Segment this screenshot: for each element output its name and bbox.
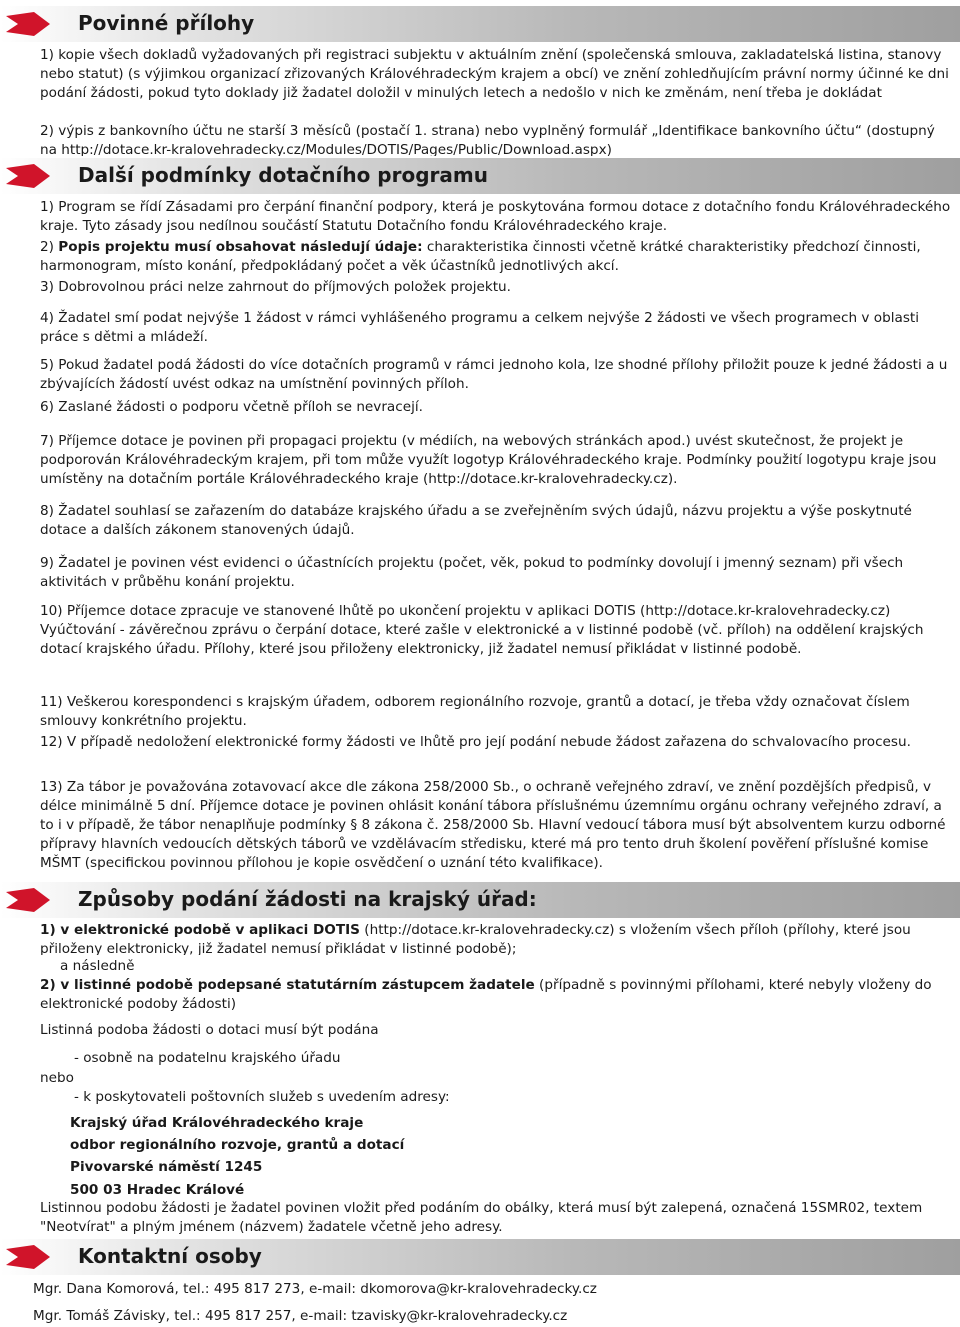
address-line-2: odbor regionálního rozvoje, grantů a dotací [70,1137,405,1153]
condition-item-1: 1) Program se řídí Zásadami pro čerpání finanční podpory, která je poskytována formou dotace z dotačního fondu Královéhradeckého kraje. Tyto zásady jsou nedílnou součástí Statutu Dotačního fondu Královéhradeckého kraje. [40,199,951,234]
condition-bold: Popis projektu musí obsahovat následují údaje: [58,239,423,255]
condition-item-3: 3) Dobrovolnou práci nelze zahrnout do příjmových položek projektu. [40,279,511,295]
red-arrow-icon [4,886,52,914]
or-text: nebo [40,1070,74,1086]
in-person-option: - osobně na podatelnu krajského úřadu [74,1050,341,1066]
attachment-item-2: 2) výpis z bankovního účtu ne starší 3 měsíců (postačí 1. strana) nebo vyplněný formulář „Identifikace bankovního účtu“ (dostupný na http://dotace.kr-kralovehradecky.cz/Modules/DOTIS/Pages/Public/Download.aspx) [40,123,935,156]
option-bold: 1) v elektronické podobě v aplikaci DOTIS [40,922,360,938]
contact-person-1: Mgr. Dana Komorová, tel.: 495 817 273, e-mail: dkomorova@kr-kralovehradecky.cz [33,1281,597,1297]
section-header-kontaktni-osoby [0,1239,960,1275]
red-arrow-icon [4,10,52,38]
submission-option-2 [40,976,952,1014]
address-line-1: Krajský úřad Královéhradeckého kraje [70,1115,364,1131]
postal-option: - k poskytovateli poštovních služeb s uvedením adresy: [74,1089,450,1105]
red-arrow-icon [4,162,52,190]
condition-item-4: 4) Žadatel smí podat nejvýše 1 žádost v rámci vyhlášeného programu a celkem nejvýše 2 žádosti ve všech programech v oblasti práce s dětmi a mládeží. [40,310,920,345]
option-rest: (případně s povinnými přílohami, které nebyly vloženy do elektronické podoby žádosti) [40,977,932,1012]
section-title: Další podmínky dotačního programu [78,163,488,187]
condition-item-10: 10) Příjemce dotace zpracuje ve stanovené lhůtě po ukončení projektu v aplikaci DOTIS (http://dotace.kr-kralovehradecky.cz) Vyúčtování - závěrečnou zprávu o čerpání dotace, které zašle v elektronické a v listinné podobě (vč. příloh) na oddělení krajských dotací krajského úřadu. Přílohy, které jsou přiloženy elektronicky, již žadatel nemusí přikládat v listinné podobě. [40,603,924,657]
and-then-text: a následně [60,958,135,974]
condition-item-12: 12) V případě nedoložení elektronické formy žádosti ve lhůtě pro její podání nebude žádost zařazena do schvalovacího procesu. [40,734,911,750]
envelope-instructions: Listinnou podobu žádosti je žadatel povinen vložit před podáním do obálky, která musí být zalepená, označená 15SMR02, textem "Neotvírat" a plným jménem (názvem) žadatele včetně jeho adresy. [40,1200,923,1235]
address-line-3: Pivovarské náměstí 1245 [70,1159,263,1175]
option-bold: 2) v listinné podobě podepsané statutárním zástupcem žadatele [40,977,535,993]
condition-item-7: 7) Příjemce dotace je povinen při propagaci projektu (v médiích, na webových stránkách apod.) uvést skutečnost, že projekt je podporován Královéhradeckým krajem, při tom může využít logotyp Královéhradeckého kraje. Podmínky použití logotypu kraje jsou umístěny na dotačním portále Královéhradeckého kraje (http://dotace.kr-kralovehradecky.cz). [40,433,937,487]
section-title: Způsoby podání žádosti na krajský úřad: [78,887,537,911]
paper-form-intro: Listinná podoba žádosti o dotaci musí být podána [40,1022,379,1038]
section-title: Kontaktní osoby [78,1244,262,1268]
contact-person-2: Mgr. Tomáš Závisky, tel.: 495 817 257, e-mail: tzavisky@kr-kralovehradecky.cz [33,1308,568,1324]
submission-option-1 [40,921,952,955]
condition-item-6: 6) Zaslané žádosti o podporu včetně příloh se nevracejí. [40,399,423,415]
condition-prefix: 2) [40,239,59,255]
condition-item-8: 8) Žadatel souhlasí se zařazením do databáze krajského úřadu a se zveřejněním svých údajů, názvu projektu a výše poskytnuté dotace a dalších zákonem stanovených údajů. [40,503,912,538]
red-arrow-icon [4,1243,52,1271]
section-header-dalsi-podminky [0,158,960,194]
section-header-povinne-prilohy [0,6,960,42]
condition-item-13: 13) Za tábor je považována zotavovací akce dle zákona 258/2000 Sb., o ochraně veřejného zdraví, ve znění pozdějších předpisů, v délce minimálně 5 dní. Příjemce dotace je povinen ohlásit konání tábora příslušnému územnímu orgánu ochrany veřejného zdraví, a to i v případě, že tábor nenaplňuje podmínky § 8 zákona č. 258/2000 Sb. Hlavní vedoucí tábora musí být absolventem kurzu odborné přípravy hlavních vedoucích dětských táborů ve vzdělávacím středisku, které má pro tento druh školení pověření příslušné komise MŠMT (specifickou povinnou přílohou je kopie osvědčení o uznání této kvalifikace). [40,779,946,871]
address-line-4: 500 03 Hradec Králové [70,1182,245,1198]
section-title: Povinné přílohy [78,11,255,35]
condition-item-9: 9) Žadatel je povinen vést evidenci o účastnících projektu (počet, věk, pokud to podmínky dovolují i jmenný seznam) při všech aktivitách v průběhu konání projektu. [40,555,904,590]
condition-item-2 [40,238,952,276]
section-header-zpusoby-podani [0,882,960,918]
condition-item-11: 11) Veškerou korespondenci s krajským úřadem, odborem regionálního rozvoje, grantů a dotací, je třeba vždy označovat číslem smlouvy konkrétního projektu. [40,694,910,729]
option-rest: (http://dotace.kr-kralovehradecky.cz) s vložením všech příloh (přílohy, které jsou přiloženy elektronicky, již žadatel nemusí přikládat v listinné podobě); [40,922,911,955]
condition-rest: charakteristika činnosti včetně krátké charakteristiky předchozí činnosti, harmonogram, místo konání, předpokládaný počet a věk účastníků jednotlivých akcí. [40,239,921,274]
condition-item-5: 5) Pokud žadatel podá žádosti do více dotačních programů v rámci jednoho kola, lze shodné přílohy přiložit pouze k jedné žádosti a u zbývajících žádostí uvést odkaz na umístnění povinných příloh. [40,357,948,392]
attachment-item-1: 1) kopie všech dokladů vyžadovaných při registraci subjektu v aktuálním znění (společenská smlouva, zakladatelská listina, stanovy nebo statut) (s výjimkou organizací zřizovaných Královéhradeckým krajem a obcí) ve znění zohledňujícím právní normy účinné ke dni podání žádosti, pokud tyto doklady již žadatel doložil v minulých letech a nedošlo v nich ke změnám, není třeba je dokládat [40,47,949,101]
